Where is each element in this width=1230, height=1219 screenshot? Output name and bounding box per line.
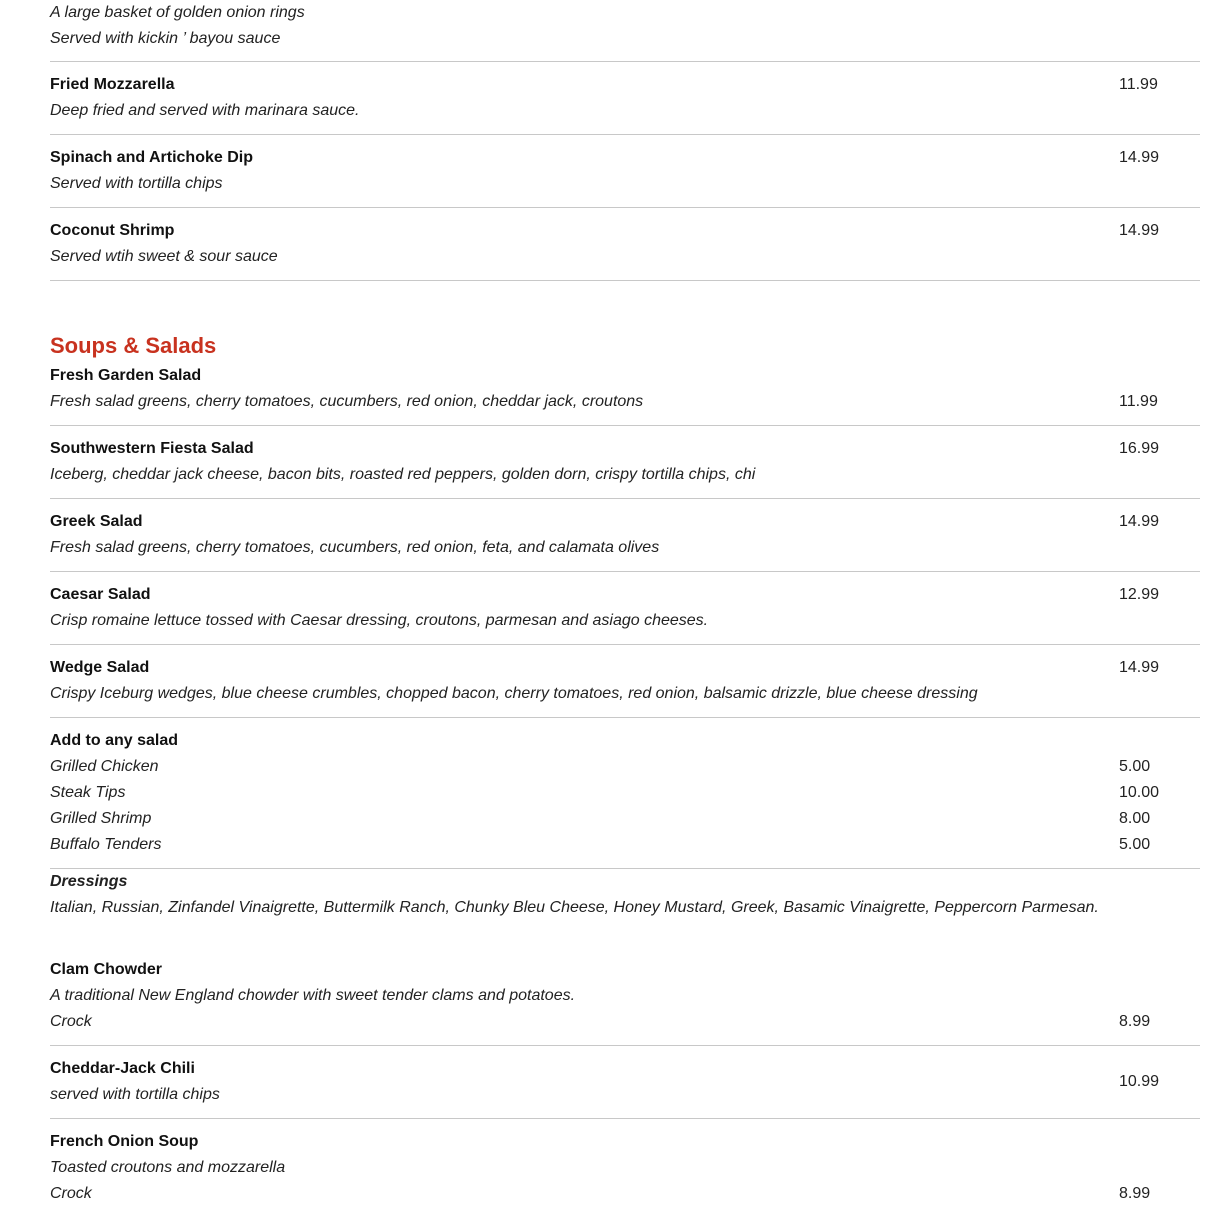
item-description: Toasted croutons and mozzarella <box>50 1159 286 1176</box>
menu-item <box>50 62 1200 135</box>
menu-item <box>50 1119 1200 1207</box>
item-name: Greek Salad <box>50 513 143 530</box>
item-name: Wedge Salad <box>50 659 150 676</box>
item-description: Fresh salad greens, cherry tomatoes, cucumbers, red onion, cheddar jack, croutons <box>50 393 644 410</box>
item-size: Crock <box>50 1185 92 1202</box>
item-name: French Onion Soup <box>50 1133 199 1150</box>
menu-item <box>50 361 1200 426</box>
menu-item <box>50 499 1200 572</box>
item-description: Crispy Iceburg wedges, blue cheese crumbles, chopped bacon, cherry tomatoes, red onion, balsamic drizzle, blue cheese dressing <box>50 685 978 702</box>
item-name: Cheddar-Jack Chili <box>50 1060 195 1077</box>
dressings-list: Italian, Russian, Zinfandel Vinaigrette, Buttermilk Ranch, Chunky Bleu Cheese, Honey Mustard, Greek, Basamic Vinaigrette, Peppercorn Parmesan. <box>50 899 1099 916</box>
item-description: Iceberg, cheddar jack cheese, bacon bits, roasted red peppers, golden dorn, crispy tortilla chips, chi <box>50 466 756 483</box>
item-name: Fried Mozzarella <box>50 76 175 93</box>
menu-item <box>50 957 1200 1046</box>
add-on-price: 8.00 <box>1119 810 1151 827</box>
item-price: 11.99 <box>1119 76 1158 93</box>
item-price: 14.99 <box>1119 659 1160 676</box>
add-on-name: Grilled Shrimp <box>50 810 152 827</box>
add-on-name: Buffalo Tenders <box>50 836 162 853</box>
add-on-row <box>50 832 1200 858</box>
add-on-row <box>50 806 1200 832</box>
menu-item-onion-rings <box>50 0 1200 62</box>
add-ons-group <box>50 718 1200 869</box>
item-name: Spinach and Artichoke Dip <box>50 149 253 166</box>
add-ons-title: Add to any salad <box>50 732 179 749</box>
item-description: A traditional New England chowder with sweet tender clams and potatoes. <box>50 987 576 1004</box>
add-on-name: Grilled Chicken <box>50 758 159 775</box>
item-description: Served with kickin ’ bayou sauce <box>50 30 281 47</box>
dressings-group <box>50 869 1200 957</box>
menu-item <box>50 1046 1200 1119</box>
item-description: Served wtih sweet & sour sauce <box>50 248 278 265</box>
item-description: Served with tortilla chips <box>50 175 223 192</box>
item-description: A large basket of golden onion rings <box>50 4 305 21</box>
menu-item <box>50 572 1200 645</box>
add-on-name: Steak Tips <box>50 784 126 801</box>
item-description: Fresh salad greens, cherry tomatoes, cucumbers, red onion, feta, and calamata olives <box>50 539 660 556</box>
menu-item <box>50 426 1200 499</box>
add-on-price: 5.00 <box>1119 758 1151 775</box>
item-price: 14.99 <box>1119 149 1160 166</box>
menu-item <box>50 208 1200 281</box>
item-description: Deep fried and served with marinara sauce. <box>50 102 360 119</box>
item-name: Southwestern Fiesta Salad <box>50 440 254 457</box>
item-size: Crock <box>50 1013 92 1030</box>
item-price: 11.99 <box>1119 393 1158 410</box>
item-name: Coconut Shrimp <box>50 222 175 239</box>
menu-item <box>50 645 1200 718</box>
item-price: 16.99 <box>1119 440 1160 457</box>
item-price: 14.99 <box>1119 222 1160 239</box>
item-description: Crisp romaine lettuce tossed with Caesar dressing, croutons, parmesan and asiago cheeses. <box>50 612 709 629</box>
item-name: Fresh Garden Salad <box>50 367 202 384</box>
item-name: Caesar Salad <box>50 586 151 603</box>
item-price: 8.99 <box>1119 1013 1151 1030</box>
menu-item <box>50 135 1200 208</box>
item-price: 14.99 <box>1119 513 1160 530</box>
add-on-price: 10.00 <box>1119 784 1160 801</box>
item-price: 8.99 <box>1119 1185 1151 1202</box>
item-price: 12.99 <box>1119 586 1160 603</box>
section-title: Soups & Salads <box>50 333 217 358</box>
dressings-title: Dressings <box>50 873 128 890</box>
add-on-price: 5.00 <box>1119 836 1151 853</box>
item-description: served with tortilla chips <box>50 1086 220 1103</box>
add-on-row <box>50 754 1200 780</box>
add-on-row <box>50 780 1200 806</box>
item-name: Clam Chowder <box>50 961 163 978</box>
item-price: 10.99 <box>1119 1073 1160 1090</box>
menu <box>50 0 1200 1207</box>
